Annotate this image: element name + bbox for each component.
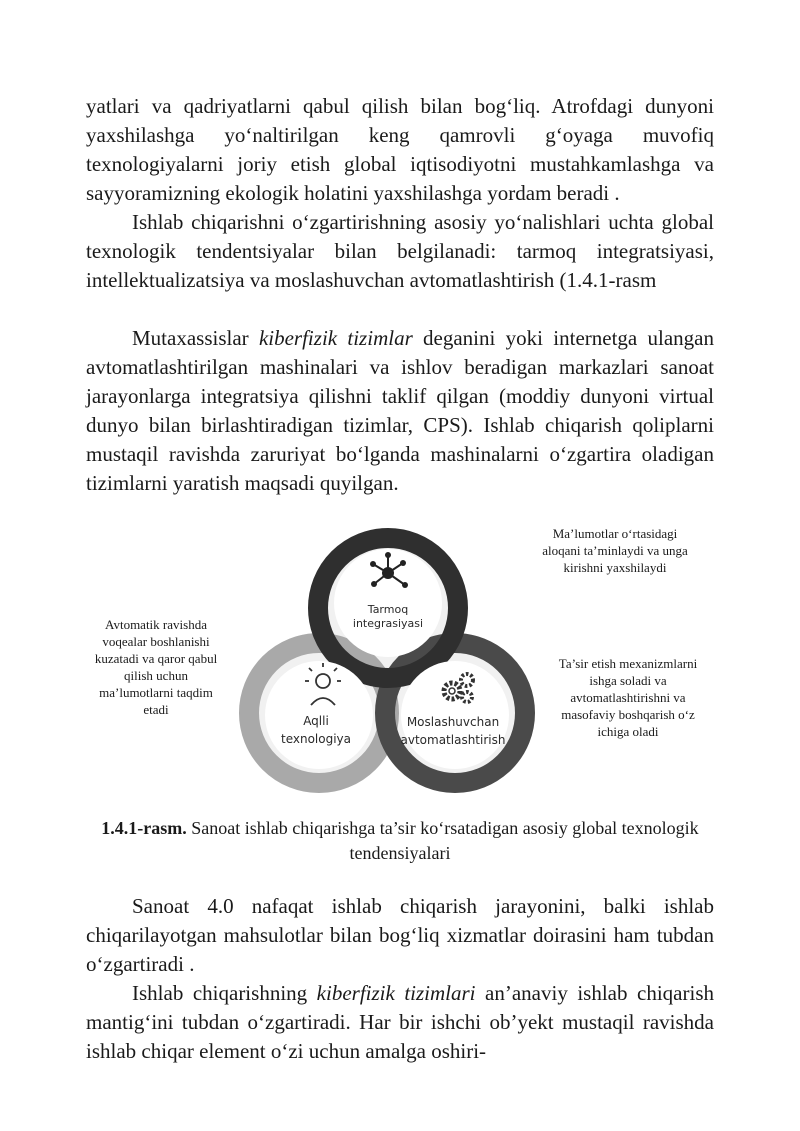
label-right-1: Moslashuvchan [406, 715, 500, 729]
paragraph-3 [86, 324, 714, 498]
paragraph-4-text: Sanoat 4.0 nafaqat ishlab chiqarish jarayonini, balki ishlab chiqarilayotgan mahsulotlar bilan bog‘liq xizmatlar doirasini ham tubdan o‘zgartiradi . [86, 894, 714, 976]
label-top-2: integrasiyasi [352, 617, 424, 630]
note-top-right: Ma’lumotlar o‘rtasidagi aloqani ta’minlaydi va unga kirishni yaxshilaydi [542, 526, 688, 575]
paragraph-1: yatlari va qadriyatlarni qabul qilish bilan bog‘liq. Atrofdagi dunyoni yaxshilashga yo‘naltirilgan keng qamrovli g‘oyaga muvofiq texnologiyalarni joriy etish global iqtisodiyotni mustahkamlashga va sayyoramizning ekologik holatini yaxshilashga yordam beradi . [86, 94, 714, 205]
paragraph-5-after: an’anaviy ishlab chiqarish mantig‘ini tubdan o‘zgartiradi. Har bir ishchi ob’yekt mustaqil ravishda ishlab chiqar element o‘zi uchun amalga oshiri- [86, 981, 714, 1063]
note-left: Avtomatik ravishda voqealar boshlanishi kuzatadi va qaror qabul qilish uchun ma’lumotlarni taqdim etadi [94, 617, 218, 717]
label-left-2: texnologiya [280, 732, 352, 746]
caption-label: 1.4.1-rasm. [101, 818, 187, 838]
label-left-1: Aqlli [303, 714, 329, 728]
paragraph-4 [86, 892, 714, 979]
label-right-2: avtomatlashtirish [400, 733, 506, 747]
paragraph-3-before: Mutaxassislar [132, 326, 259, 350]
paragraph-5 [86, 979, 714, 1066]
figure-1-4-1 [80, 515, 720, 805]
figure-caption [100, 816, 700, 866]
paragraph-2 [86, 208, 714, 295]
caption-text: Sanoat ishlab chiqarishga ta’sir ko‘rsatadigan asosiy global texnologik tendensiyalari [186, 818, 699, 863]
paragraph-3-italic: kiberfizik tizimlar [258, 326, 413, 350]
label-top-1: Tarmoq [367, 603, 409, 616]
paragraph-5-before: Ishlab chiqarishning [132, 981, 317, 1005]
note-right: Ta’sir etish mexanizmlarni ishga soladi va avtomatlashtirishni va masofaviy boshqarish o‘z ichiga oladi [558, 656, 698, 739]
paragraph-5-italic: kiberfizik tizimlari [316, 981, 476, 1005]
paragraph-3-after: deganini yoki internetga ulangan avtomatlashtirilgan mashinalari va ishlov beradigan markazlari sanoat jarayonlarga integratsiya qilishni taklif qilgan (moddiy dunyoni virtual dunyo bilan birlashtiradigan tizimlar, CPS). Ishlab chiqarish qoliplarni mustaqil ravishda zaruriyat bo‘lganda mashinalarni o‘zgartira oladigan tizimlarni yaratish maqsadi quyilgan. [86, 326, 714, 495]
paragraph-2-text: Ishlab chiqarishni o‘zgartirishning asosiy yo‘nalishlari uchta global texnologik tendentsiyalar bilan belgilanadi: tarmoq integratsiyasi, intellektualizatsiya va moslashuvchan avtomatlashtirish (1.4.1-rasm [86, 210, 714, 292]
